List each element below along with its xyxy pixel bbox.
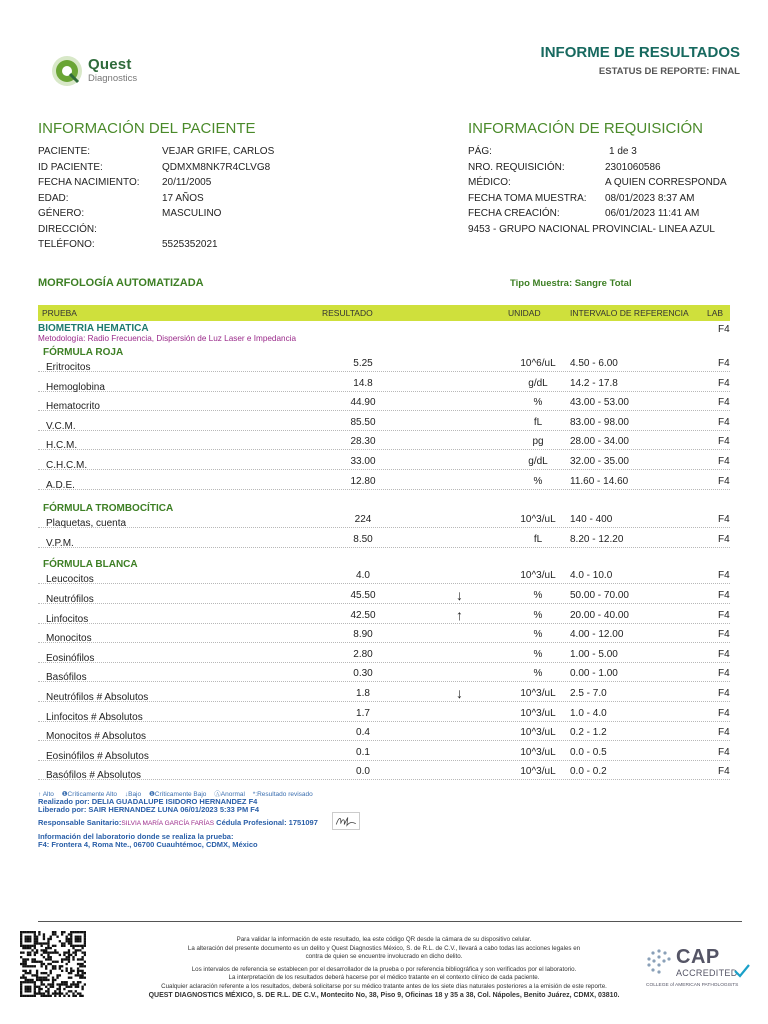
requisition-label: MÉDICO: [468, 177, 511, 188]
lab-info: F4: Frontera 4, Roma Nte., 06700 Cuauhtémoc, CDMX, México [38, 840, 258, 849]
result-row [38, 587, 730, 605]
test-unit: pg [532, 436, 544, 448]
test-name: Hemoglobina [46, 381, 105, 393]
test-result: 85.50 [350, 416, 376, 428]
test-name: Monocitos [46, 633, 92, 645]
result-row [38, 649, 730, 663]
test-unit: 10^3/uL [520, 727, 556, 739]
test-result: 1.7 [356, 707, 370, 719]
test-unit: 10^3/uL [520, 514, 556, 526]
test-lab: F4 [718, 609, 730, 621]
report-status: ESTATUS DE REPORTE: FINAL [598, 66, 740, 77]
test-unit: % [533, 475, 543, 487]
company-address: QUEST DIAGNOSTICS MÉXICO, S. DE R.L. DE C.V., Montecito No, 38, Piso 9, Oficinas 18 y 35 a 38, Col. Nápoles, Benito Juárez, CDMX, 03810. [148, 991, 620, 999]
test-lab: F4 [718, 436, 730, 448]
resp-label: Responsable Sanitario: [38, 818, 122, 827]
responsable-sanitario [38, 818, 318, 827]
test-lab: F4 [718, 590, 730, 601]
panel-method: Metodología: Radio Frecuencia, Dispersión de Luz Laser e Impedancia [38, 334, 297, 343]
result-row [38, 747, 730, 761]
test-result: 0.0 [356, 766, 370, 778]
lab-info-title: Información del laboratorio donde se realiza la prueba: [38, 832, 234, 841]
result-row [38, 456, 730, 470]
patient-label: ID PACIENTE: [38, 161, 103, 173]
test-unit: % [533, 629, 543, 641]
test-result: 2.80 [353, 648, 373, 660]
cap-college: COLLEGE of AMERICAN PATHOLOGISTS [646, 983, 739, 988]
test-unit: 10^6/uL [520, 358, 556, 369]
quest-logo [50, 52, 160, 92]
test-lab: F4 [718, 416, 730, 428]
result-row [38, 476, 730, 490]
logo-name: Quest [88, 56, 132, 73]
test-reference: 28.00 - 34.00 [570, 436, 629, 448]
result-row [38, 534, 730, 548]
test-result: 14.8 [353, 377, 373, 389]
test-name: Basófilos # Absolutos [46, 770, 142, 782]
test-reference: 50.00 - 70.00 [570, 590, 629, 601]
test-name: V.P.M. [46, 537, 74, 549]
test-result: 8.90 [353, 629, 373, 641]
group-title: FÓRMULA BLANCA [43, 559, 138, 571]
test-result: 12.80 [350, 475, 376, 487]
test-result: 28.30 [350, 436, 376, 448]
test-name: Monocitos # Absolutos [46, 731, 147, 743]
test-lab: F4 [718, 533, 730, 545]
test-result: 0.1 [356, 746, 370, 758]
test-reference: 1.0 - 4.0 [570, 707, 607, 719]
requisition-value: A QUIEN CORRESPONDA [605, 177, 727, 188]
test-name: Eritrocitos [46, 362, 91, 373]
test-result: 0.4 [356, 727, 370, 739]
test-name: H.C.M. [46, 440, 78, 452]
test-reference: 0.00 - 1.00 [570, 668, 618, 680]
result-row [38, 708, 730, 722]
patient-value: QDMXM8NK7R4CLVG8 [162, 161, 271, 173]
patient-value: 20/11/2005 [162, 177, 212, 188]
results-table-header [38, 305, 730, 321]
requisition-label: FECHA CREACIÓN: [468, 208, 560, 219]
legend-revisado: *:Resultado revisado [252, 791, 313, 798]
group-title: FÓRMULA ROJA [43, 347, 124, 358]
test-lab: F4 [718, 570, 730, 582]
result-row [38, 668, 730, 682]
test-lab: F4 [718, 648, 730, 660]
test-result: 224 [354, 514, 372, 526]
legend-anormal: ⒶAnormal [214, 791, 245, 798]
test-reference: 0.2 - 1.2 [570, 727, 607, 739]
requisition-value: 06/01/2023 11:41 AM [605, 208, 700, 219]
test-unit: g/dL [528, 377, 548, 389]
requisition-label: PÁG: [468, 146, 492, 157]
test-result: 8.50 [353, 533, 373, 545]
test-lab: F4 [718, 377, 730, 389]
patient-section-title: INFORMACIÓN DEL PACIENTE [38, 120, 256, 137]
requisition-label: FECHA TOMA MUESTRA: [468, 192, 587, 204]
patient-value: 5525352021 [162, 239, 218, 250]
group-title: FÓRMULA TROMBOCÍTICA [43, 503, 174, 515]
test-name: Eosinófilos [46, 652, 95, 664]
col-lab: LAB [707, 308, 724, 318]
logo-subtitle: Diagnostics [88, 73, 138, 84]
quest-logo-icon [50, 54, 84, 88]
patient-label: EDAD: [38, 192, 69, 204]
test-lab: F4 [718, 707, 730, 719]
test-unit: fL [533, 533, 543, 545]
test-name: Plaquetas, cuenta [46, 518, 127, 530]
test-reference: 8.20 - 12.20 [570, 533, 624, 545]
patient-value: MASCULINO [162, 208, 222, 219]
test-result: 4.0 [356, 570, 370, 582]
col-unidad: UNIDAD [508, 308, 541, 318]
test-result: 5.25 [353, 358, 373, 369]
test-reference: 0.0 - 0.2 [570, 766, 607, 778]
test-name: Eosinófilos # Absolutos [46, 750, 149, 762]
footer-text [110, 936, 658, 1000]
footer-line-1: Para validar la información de este resultado, lea este código QR desde la cámara de su dispositivo celular. [236, 936, 532, 943]
test-result: 44.90 [350, 397, 376, 409]
cedula: Cédula Profesional: 1751097 [216, 818, 318, 827]
test-reference: 14.2 - 17.8 [570, 377, 618, 389]
test-name: A.D.E. [46, 479, 75, 491]
result-row [38, 766, 730, 780]
result-flag-icon: ↓ [456, 587, 463, 603]
result-row [38, 397, 730, 411]
test-reference: 11.60 - 14.60 [570, 475, 629, 487]
test-reference: 1.00 - 5.00 [570, 648, 618, 660]
test-reference: 4.00 - 12.00 [570, 629, 624, 641]
footer-line-2: La alteración del presente documento es un delito y Quest Diagnostics México, S. de R.L. de C.V., llevará a cabo todas las acciones legales en [187, 944, 581, 952]
signature-image [332, 812, 360, 830]
test-unit: % [533, 590, 543, 601]
report-title: INFORME DE RESULTADOS [540, 44, 740, 61]
requisition-label: NRO. REQUISICIÓN: [468, 161, 565, 173]
test-result: 45.50 [350, 590, 376, 601]
cap-dots-icon [646, 948, 672, 974]
test-reference: 4.0 - 10.0 [570, 570, 613, 582]
test-name: Neutrófilos [46, 594, 94, 605]
test-unit: % [533, 668, 543, 680]
patient-value: VEJAR GRIFE, CARLOS [162, 146, 275, 157]
requisition-group: 9453 - GRUPO NACIONAL PROVINCIAL- LINEA AZUL [468, 224, 715, 235]
test-reference: 43.00 - 53.00 [570, 397, 629, 409]
col-resultado: RESULTADO [322, 308, 373, 318]
col-prueba: PRUEBA [42, 308, 77, 318]
legend-crit-alto: ❶Críticamente Alto [61, 791, 118, 798]
checkmark-icon [734, 964, 750, 978]
cap-accredited: ACCREDITED [676, 968, 738, 978]
result-row [38, 358, 730, 372]
test-lab: F4 [718, 668, 730, 680]
requisition-value: 08/01/2023 8:37 AM [605, 192, 695, 204]
footer-line-4: Los intervalos de referencia se establecen por el desarrollador de la prueba o por referencia bibliográfica y son verificados por el laboratorio. [191, 965, 577, 973]
patient-label: TELÉFONO: [38, 239, 95, 250]
sample-type: Tipo Muestra: Sangre Total [510, 278, 632, 289]
test-name: C.H.C.M. [46, 460, 88, 471]
test-name: Hematocrito [46, 401, 100, 413]
test-unit: 10^3/uL [520, 707, 556, 719]
test-unit: % [533, 648, 543, 660]
legend-crit-bajo: ❶Críticamente Bajo [148, 791, 207, 798]
result-flag-icon: ↑ [456, 606, 463, 623]
resp-name: SILVIA MARÍA GARCÍA FARÍAS [121, 820, 215, 827]
patient-label: DIRECCIÓN: [38, 223, 97, 235]
test-reference: 20.00 - 40.00 [570, 609, 629, 621]
test-reference: 4.50 - 6.00 [570, 358, 618, 369]
result-row [38, 606, 730, 625]
result-row [38, 685, 730, 703]
test-unit: 10^3/uL [520, 688, 556, 699]
test-name: V.C.M. [46, 420, 76, 432]
test-reference: 2.5 - 7.0 [570, 688, 607, 699]
patient-label: FECHA NACIMIENTO: [38, 177, 140, 188]
cap-name: CAP [676, 946, 720, 968]
panel-lab: F4 [718, 324, 730, 335]
requisition-section-title: INFORMACIÓN DE REQUISICIÓN [468, 120, 704, 137]
test-lab: F4 [718, 688, 730, 699]
cap-accredited-logo [646, 946, 746, 994]
test-name: Leucocitos [46, 574, 94, 586]
test-unit: fL [533, 416, 543, 428]
test-unit: 10^3/uL [520, 570, 556, 582]
footer-line-3: contra de quien se encuentre involucrado en dicho delito. [305, 953, 463, 961]
test-name: Linfocitos [46, 613, 89, 625]
test-reference: 140 - 400 [570, 514, 613, 526]
requisition-value: 2301060586 [605, 161, 661, 173]
test-lab: F4 [718, 514, 730, 526]
patient-value: 17 AÑOS [162, 192, 204, 204]
test-reference: 83.00 - 98.00 [570, 416, 629, 428]
result-row [38, 417, 730, 431]
test-result: 1.8 [356, 688, 370, 699]
result-row [38, 378, 730, 392]
test-reference: 0.0 - 0.5 [570, 746, 607, 758]
result-row [38, 727, 730, 741]
col-intervalo: INTERVALO DE REFERENCIA [570, 308, 689, 318]
test-lab: F4 [718, 358, 730, 369]
result-flag-icon: ↓ [456, 685, 463, 701]
result-row [38, 570, 730, 584]
test-result: 0.30 [353, 668, 373, 680]
result-row [38, 629, 730, 643]
qr-code [20, 931, 86, 997]
test-lab: F4 [718, 397, 730, 409]
legend-bajo: ↓Bajo [124, 791, 142, 798]
test-unit: 10^3/uL [520, 766, 556, 778]
test-unit: % [533, 609, 543, 621]
test-unit: 10^3/uL [520, 746, 556, 758]
test-lab: F4 [718, 456, 730, 467]
test-lab: F4 [718, 766, 730, 778]
test-result: 42.50 [350, 609, 376, 621]
test-lab: F4 [718, 746, 730, 758]
result-row [38, 514, 730, 528]
test-section-title: MORFOLOGÍA AUTOMATIZADA [38, 277, 204, 289]
test-unit: g/dL [528, 456, 548, 467]
footer-line-5: La interpretación de los resultados deberá hacerse por el médico tratante en el contexto clínico de cada paciente. [228, 974, 540, 982]
footer-divider [38, 921, 742, 922]
test-result: 33.00 [350, 456, 376, 467]
test-name: Linfocitos # Absolutos [46, 711, 143, 723]
test-lab: F4 [718, 475, 730, 487]
requisition-value: 1 de 3 [609, 146, 637, 157]
patient-label: PACIENTE: [38, 146, 91, 157]
test-lab: F4 [718, 727, 730, 739]
result-row [38, 436, 730, 450]
test-name: Basófilos [46, 672, 87, 684]
liberado-por: Liberado por: SAIR HERNANDEZ LUNA 06/01/2023 5:33 PM F4 [38, 805, 260, 814]
legend-alto: ↑ Alto [38, 791, 54, 798]
test-lab: F4 [718, 629, 730, 641]
footer-line-6: Cualquier aclaración referente a los resultados, deberá solicitarse por su médico tratante antes de los siete días naturales posteriores a la emisión de este reporte. [161, 982, 607, 990]
test-reference: 32.00 - 35.00 [570, 456, 629, 467]
patient-label: GÉNERO: [38, 208, 85, 219]
test-unit: % [533, 397, 543, 409]
panel-title: BIOMETRIA HEMATICA [38, 323, 149, 334]
realizado-por: Realizado por: DELIA GUADALUPE ISIDORO HERNANDEZ F4 [38, 797, 258, 806]
test-name: Neutrófilos # Absolutos [46, 692, 149, 703]
